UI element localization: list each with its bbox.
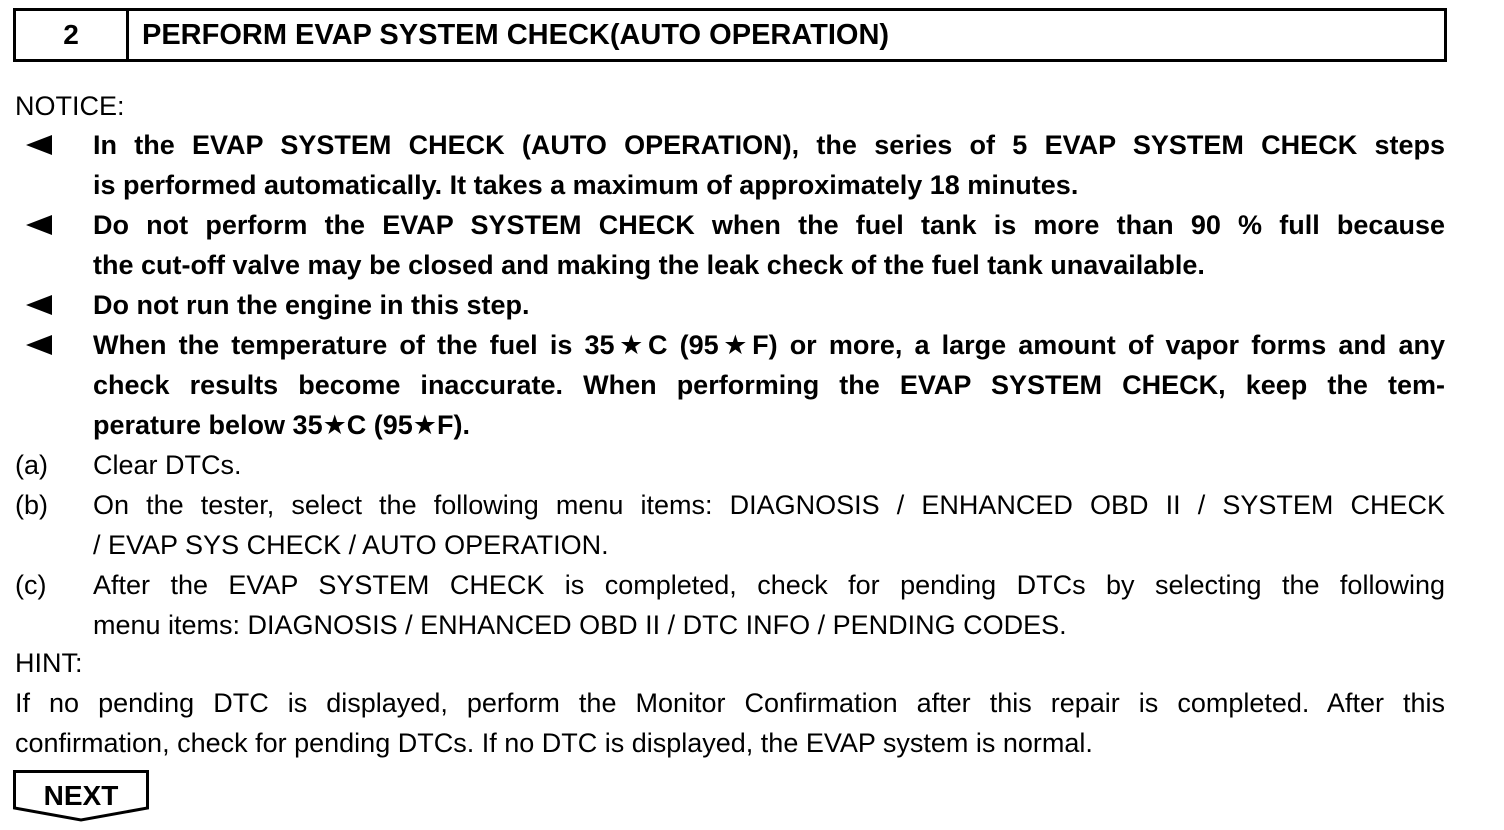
step-a-line-1: Clear DTCs. [93,450,242,480]
notice-label: NOTICE: [15,91,125,121]
notice-bullet-icon [26,125,54,165]
step-a-text [93,445,1445,485]
step-b-text [93,485,1445,565]
notice-item-4-line-2: check results become inaccurate. When performing the EVAP SYSTEM CHECK, keep the tem- [93,370,1445,400]
step-c-line-1: After the EVAP SYSTEM CHECK is completed, check for pending DTCs by selecting the following [93,570,1445,600]
notice-item-4 [93,325,1445,445]
step-letter-c: (c) [15,570,47,600]
notice-item-1 [93,125,1445,205]
notice-bullet-icon [26,205,54,245]
notice-item-3 [93,285,1445,325]
notice-bullet-icon [26,325,54,365]
notice-item-4-line-1: When the temperature of the fuel is 35★C (95★F) or more, a large amount of vapor forms and any [93,330,1445,360]
step-title: PERFORM EVAP SYSTEM CHECK(AUTO OPERATION) [142,18,890,51]
step-number: 2 [16,11,129,59]
notice-bullet-icon [26,285,54,325]
step-b-line-2: / EVAP SYS CHECK / AUTO OPERATION. [93,530,609,560]
step-letter-b: (b) [15,490,48,520]
hint-line-2: confirmation, check for pending DTCs. If no DTC is displayed, the EVAP system is normal. [15,728,1093,758]
step-header [13,8,1447,62]
notice-item-2-line-2: the cut-off valve may be closed and making the leak check of the fuel tank unavailable. [93,250,1205,280]
notice-item-3-line-1: Do not run the engine in this step. [93,290,530,320]
hint-label: HINT: [15,648,83,678]
next-label: NEXT [43,780,119,811]
step-letter-a: (a) [15,450,48,480]
notice-item-1-line-2: is performed automatically. It takes a maximum of approximately 18 minutes. [93,170,1079,200]
notice-item-1-line-1: In the EVAP SYSTEM CHECK (AUTO OPERATION), the series of 5 EVAP SYSTEM CHECK steps [93,130,1445,160]
step-b-line-1: On the tester, select the following menu items: DIAGNOSIS / ENHANCED OBD II / SYSTEM CHECK [93,490,1445,520]
step-c-text [93,565,1445,645]
hint-line-1: If no pending DTC is displayed, perform the Monitor Confirmation after this repair is completed. After this [15,688,1445,718]
next-tag[interactable] [13,770,149,822]
notice-item-2-line-1: Do not perform the EVAP SYSTEM CHECK when the fuel tank is more than 90 % full because [93,210,1445,240]
hint-text [15,683,1445,763]
notice-item-4-line-3: perature below 35★C (95★F). [93,410,470,440]
step-c-line-2: menu items: DIAGNOSIS / ENHANCED OBD II / DTC INFO / PENDING CODES. [93,610,1067,640]
notice-item-2 [93,205,1445,285]
